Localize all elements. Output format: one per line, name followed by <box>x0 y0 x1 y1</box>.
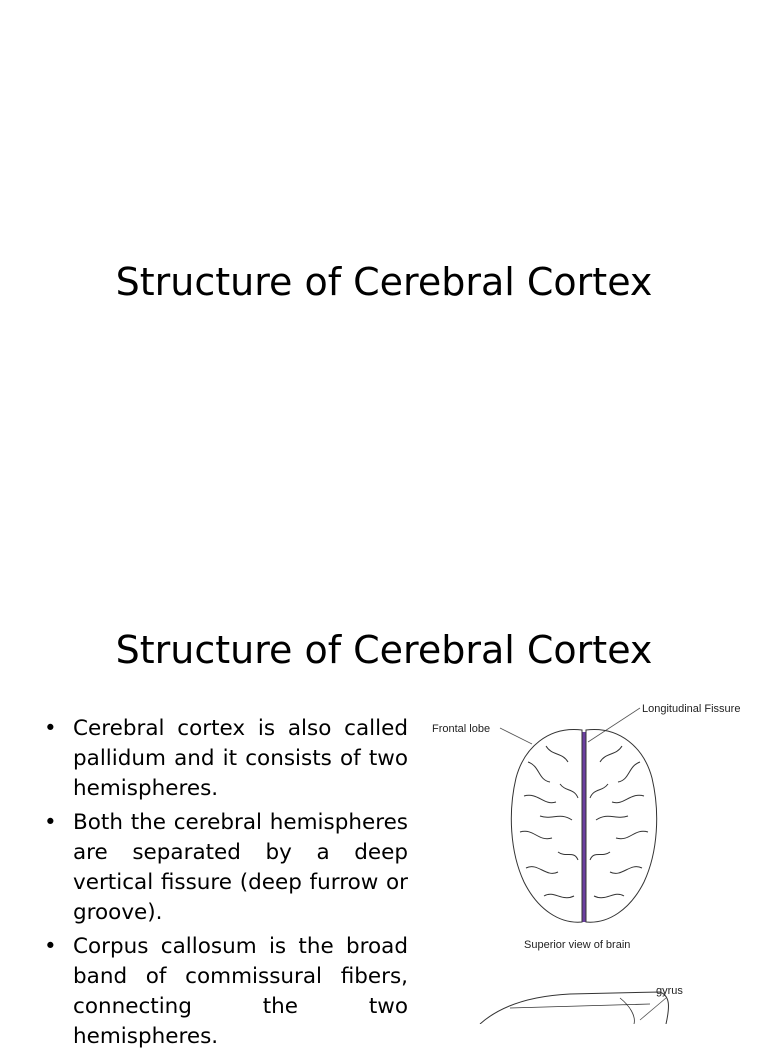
gyrus-outline <box>480 992 668 1024</box>
bullet-dot: • <box>44 716 57 741</box>
bullet-item <box>44 932 408 1052</box>
bullet-item <box>44 714 408 804</box>
bullet-text: Cerebral cortex is also called pallidum and it consists of two hemispheres. <box>73 716 408 801</box>
gyrus-label: gyrus <box>656 985 683 997</box>
bullet-list <box>44 714 408 1056</box>
longitudinal-fissure-label: Longitudinal Fissure <box>642 703 741 715</box>
gyrus-detail <box>510 998 650 1024</box>
gyrus-figure <box>470 976 730 1024</box>
frontal-lobe-label: Frontal lobe <box>432 723 491 735</box>
frontal-lobe-pointer <box>500 728 532 744</box>
slide-1-title: Structure of Cerebral Cortex <box>115 260 653 304</box>
brain-superior-view-figure <box>428 692 764 962</box>
figure-caption: Superior view of brain <box>524 939 631 951</box>
bullet-item <box>44 808 408 928</box>
bullet-dot: • <box>44 934 57 959</box>
bullet-text: Corpus callosum is the broad band of commissural fibers, connecting the two hemispheres. <box>73 934 408 1049</box>
bullet-text: Both the cerebral hemispheres are separated by a deep vertical fissure (deep furrow or groove). <box>73 810 408 925</box>
fissure-pointer <box>588 708 640 742</box>
bullet-dot: • <box>44 810 57 835</box>
gyrus-pointer <box>640 998 666 1020</box>
slide-2-title: Structure of Cerebral Cortex <box>115 628 653 672</box>
